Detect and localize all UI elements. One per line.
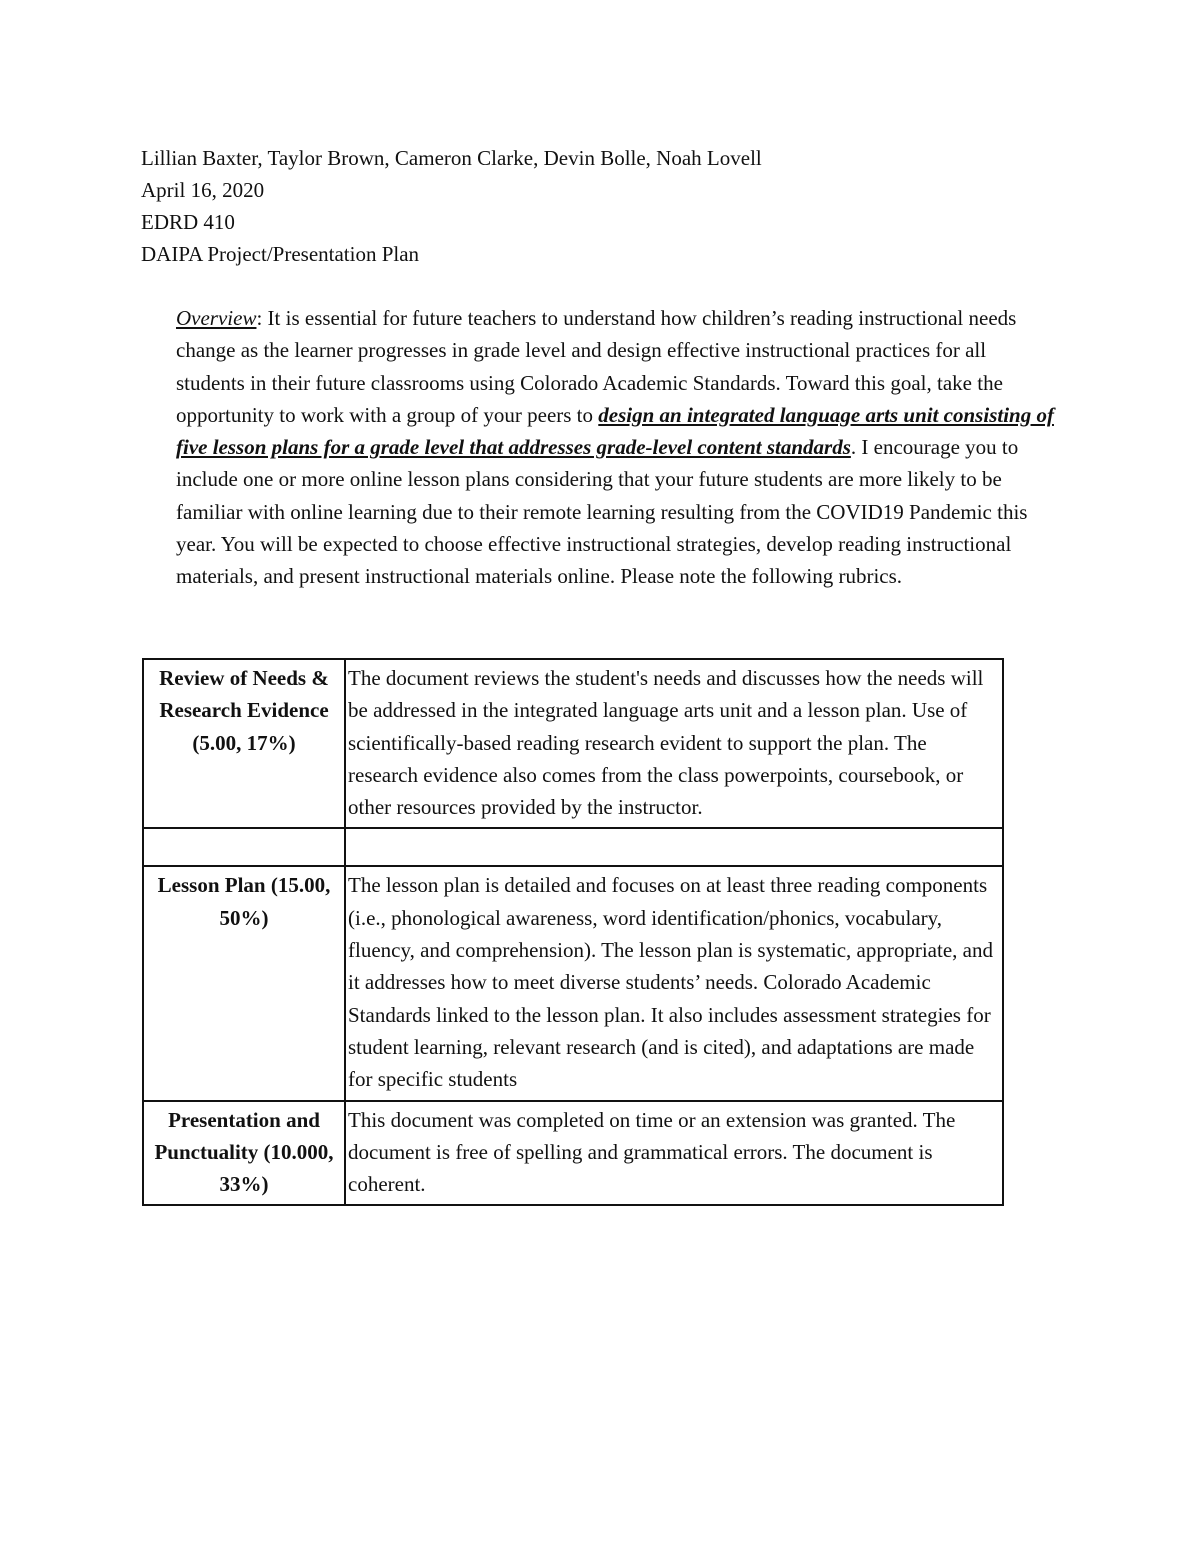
rubric-description: The lesson plan is detailed and focuses on at least three reading components (i.e., phonological awareness, word identification/phonics, vocabulary, fluency, and comprehension). The lesson plan is systematic, appropriate, and it addresses how to meet diverse students’ needs. Colorado Academic Standards linked to the lesson plan. It also includes assessment strategies for student learning, relevant research (and is cited), and adaptations are made for specific students — [345, 866, 1003, 1100]
document-header — [141, 142, 762, 270]
rubric-row-empty — [143, 828, 1003, 866]
rubric-row — [143, 866, 1003, 1100]
rubric-description: The document reviews the student's needs and discusses how the needs will be addressed in the integrated language arts unit and a lesson plan. Use of scientifically-based reading research evident to support the plan. The research evidence also comes from the class powerpoints, coursebook, or other resources provided by the instructor. — [345, 659, 1003, 828]
overview-paragraph — [176, 302, 1056, 593]
rubric-row — [143, 659, 1003, 828]
authors-line: Lillian Baxter, Taylor Brown, Cameron Clarke, Devin Bolle, Noah Lovell — [141, 146, 762, 170]
overview-label: Overview — [176, 306, 257, 330]
rubric-criterion: Presentation and Punctuality (10.000, 33%) — [143, 1101, 345, 1206]
rubric-criterion — [143, 828, 345, 866]
rubric-table — [142, 658, 1004, 1206]
overview-emphasis: design an integrated language arts unit consisting of five lesson plans for a grade level that addresses grade-level content standards — [176, 402, 1054, 460]
date-line: April 16, 2020 — [141, 178, 265, 202]
rubric-criterion: Review of Needs & Research Evidence (5.00, 17%) — [143, 659, 345, 828]
rubric-row — [143, 1101, 1003, 1206]
document-title: DAIPA Project/Presentation Plan — [141, 242, 420, 266]
overview-text-after: . I encourage you to include one or more online lesson plans considering that your future students are more likely to be familiar with online learning due to their remote learning resulting from the COVID19 Pandemic this year. You will be expected to choose effective instructional strategies, develop reading instructional materials, and present instructional materials online. Please note the following rubrics. — [176, 435, 1028, 589]
rubric-criterion: Lesson Plan (15.00, 50%) — [143, 866, 345, 1100]
overview-section — [176, 302, 1056, 593]
overview-text-before: : It is essential for future teachers to understand how children’s reading instructional needs change as the learner progresses in grade level and design effective instructional practices for all students in their future classrooms using Colorado Academic Standards. Toward this goal, take the opportunity to work with a group of your peers to — [176, 306, 1017, 427]
rubric-description: This document was completed on time or an extension was granted. The document is free of spelling and grammatical errors. The document is coherent. — [345, 1101, 1003, 1206]
rubric-description — [345, 828, 1003, 866]
course-line: EDRD 410 — [141, 210, 235, 234]
